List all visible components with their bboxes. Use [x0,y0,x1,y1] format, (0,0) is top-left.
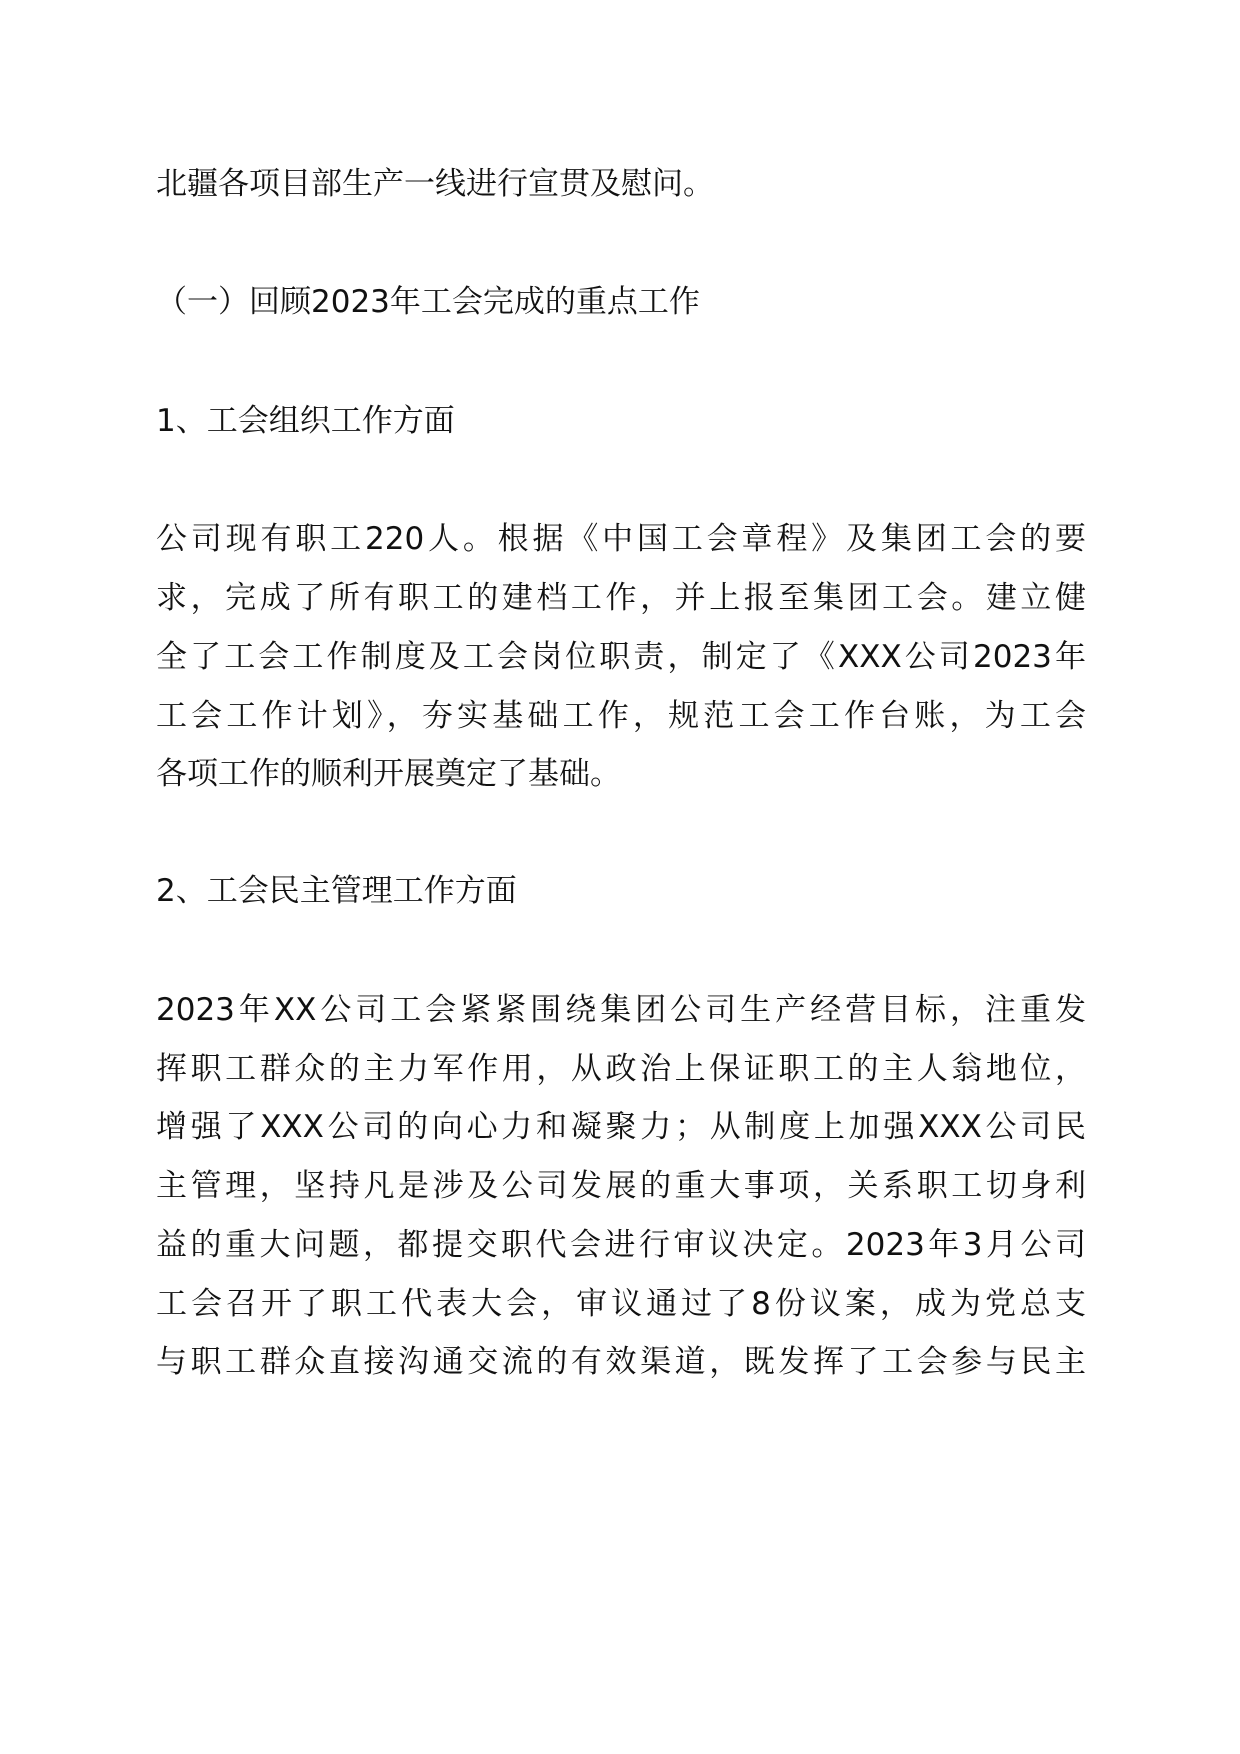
paragraph-2-line: 与职工群众直接沟通交流的有效渠道，既发挥了工会参与民主 [156,1344,1086,1380]
intro-line: 北疆各项目部生产一线进行宣贯及慰问。 [156,166,714,202]
section-heading: （一）回顾2023年工会完成的重点工作 [156,284,700,320]
paragraph-2-line: 增强了XXX公司的向心力和凝聚力；从制度上加强XXX公司民 [156,1109,1086,1145]
paragraph-2-line: 益的重大问题，都提交职代会进行审议决定。2023年3月公司 [156,1227,1086,1263]
paragraph-1-line: 全了工会工作制度及工会岗位职责，制定了《XXX公司2023年 [156,639,1086,675]
paragraph-2-line: 主管理，坚持凡是涉及公司发展的重大事项，关系职工切身利 [156,1168,1086,1204]
paragraph-1-line: 求，完成了所有职工的建档工作，并上报至集团工会。建立健 [156,580,1086,616]
paragraph-1-line: 公司现有职工220人。根据《中国工会章程》及集团工会的要 [156,521,1086,557]
paragraph-1-line: 工会工作计划》，夯实基础工作，规范工会工作台账，为工会 [156,698,1086,734]
paragraph-2-line: 2023年XX公司工会紧紧围绕集团公司生产经营目标，注重发 [156,992,1086,1028]
subsection-1-title: 1、工会组织工作方面 [156,403,455,439]
paragraph-2-line: 工会召开了职工代表大会，审议通过了8份议案，成为党总支 [156,1286,1086,1322]
paragraph-1-line: 各项工作的顺利开展奠定了基础。 [156,756,621,792]
subsection-2-title: 2、工会民主管理工作方面 [156,873,517,909]
paragraph-2-line: 挥职工群众的主力军作用，从政治上保证职工的主人翁地位， [156,1051,1086,1087]
